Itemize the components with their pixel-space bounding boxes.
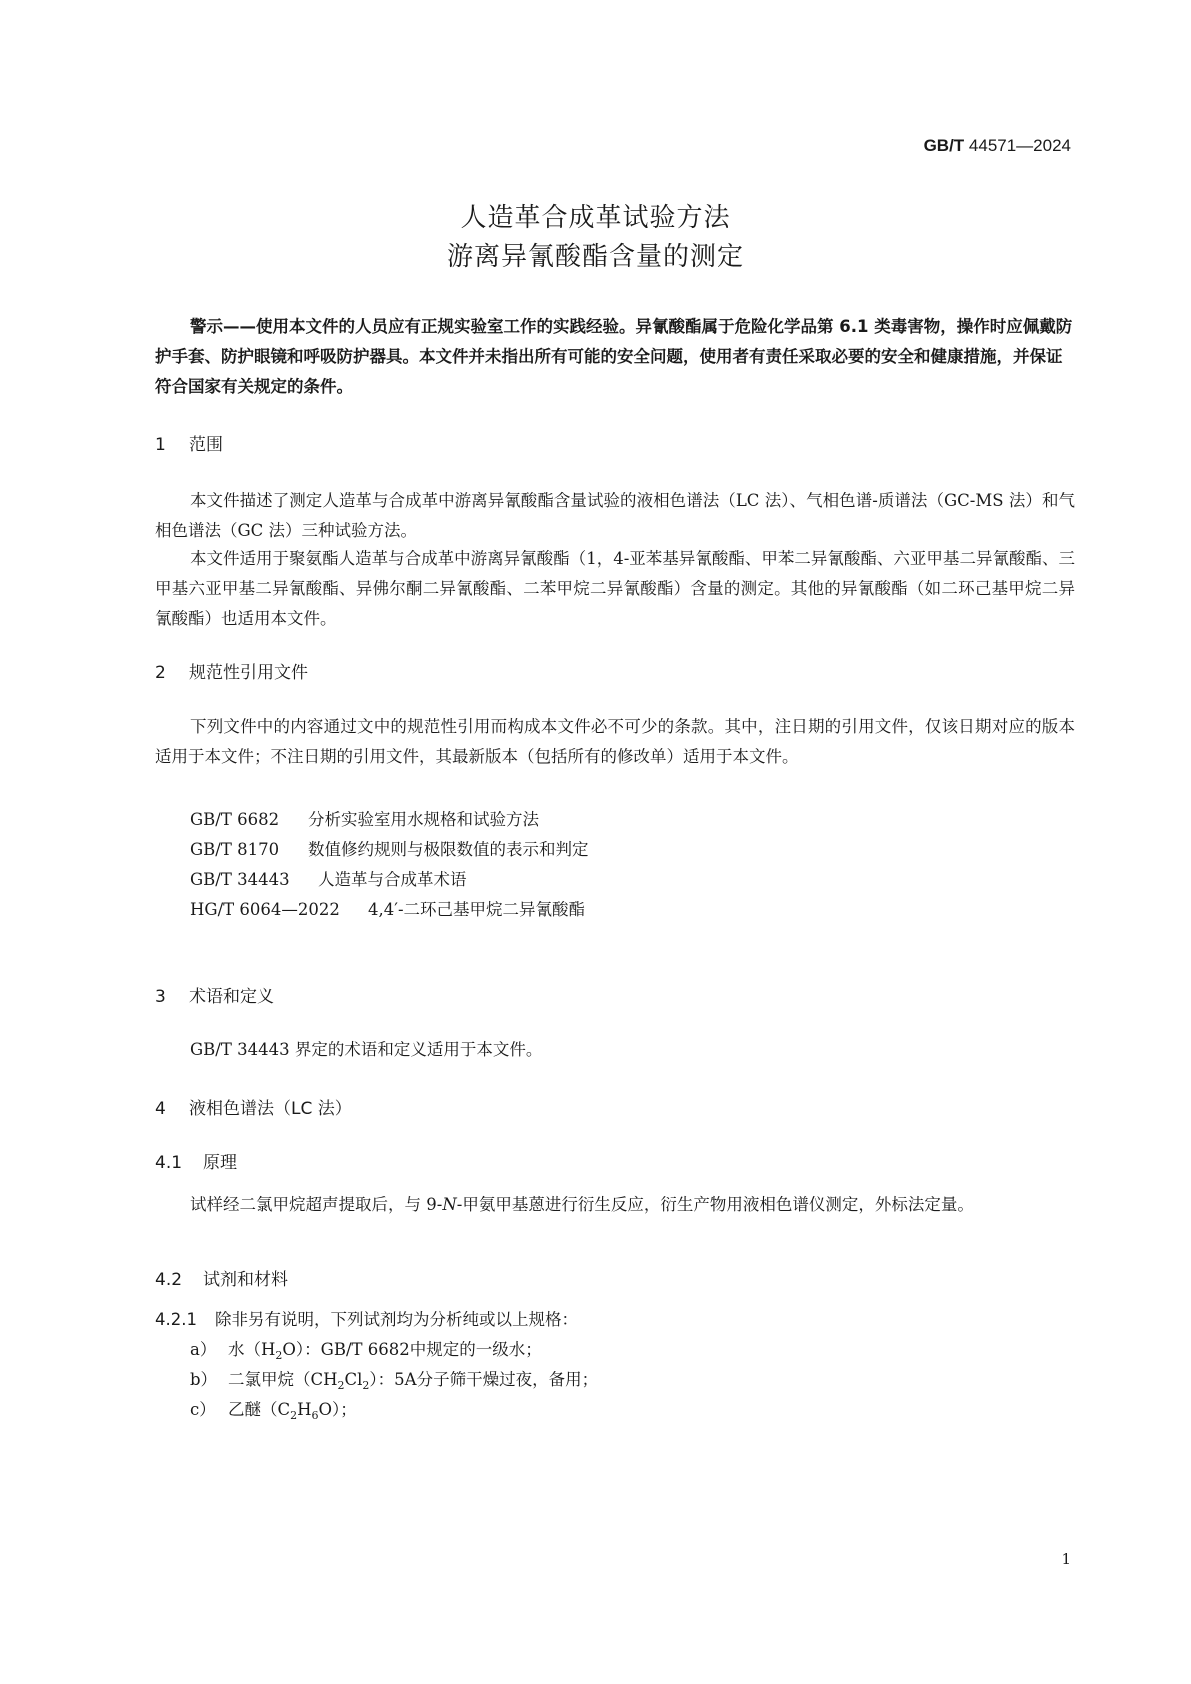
section-4-1-heading <box>155 1148 237 1173</box>
text-run: Cl <box>344 1370 363 1389</box>
text-run: -甲氨甲基蒽进行衍生反应，衍生产物用液相色谱仪测定，外标法定量。 <box>456 1195 974 1214</box>
list-item <box>190 1396 357 1422</box>
text-run: O）； <box>318 1400 357 1419</box>
section-1-paragraph-1: 本文件描述了测定人造革与合成革中游离异氰酸酯含量试验的液相色谱法（LC 法）、气相色谱-质谱法（GC-MS 法）和气相色谱法（GC 法）三种试验方法。 <box>155 491 1075 540</box>
document-title-line1: 人造革合成革试验方法 <box>460 203 731 233</box>
section-3-paragraph-1: GB/T 34443 界定的术语和定义适用于本文件。 <box>190 1040 543 1059</box>
section-4-heading <box>155 1094 352 1119</box>
reference-title: 分析实验室用水规格和试验方法 <box>308 810 539 829</box>
text-run: 水（H <box>228 1340 276 1359</box>
section-4-1-paragraph <box>155 1190 1075 1220</box>
section-number: 4.1 <box>155 1153 183 1173</box>
section-1-paragraph-2: 本文件适用于聚氨酯人造革与合成革中游离异氰酸酯（1，4-亚苯基异氰酸酯、甲苯二异氰酸酯、六亚甲基二异氰酸酯、三甲基六亚甲基二异氰酸酯、异佛尔酮二异氰酸酯、二苯甲烷二异氰酸酯）含量的测定。其他的异氰酸酯（如二环己基甲烷二异氰酸酯）也适用本文件。 <box>155 549 1075 628</box>
normative-reference <box>190 836 589 860</box>
section-title: 液相色谱法（LC 法） <box>189 1099 352 1119</box>
text-run: 试样经二氯甲烷超声提取后，与 9- <box>190 1195 443 1214</box>
clause-4-2-1 <box>155 1306 578 1330</box>
normative-reference <box>190 896 585 920</box>
reference-code: HG/T 6064—2022 <box>190 900 340 919</box>
subscript: 2 <box>362 1379 370 1392</box>
standard-code: 44571—2024 <box>968 136 1071 155</box>
list-item <box>190 1366 598 1392</box>
normative-reference <box>190 866 467 890</box>
page-number: 1 <box>1061 1550 1071 1568</box>
list-item-label: c） <box>190 1400 216 1419</box>
reference-code: GB/T 8170 <box>190 840 280 859</box>
list-item-label: a） <box>190 1340 217 1359</box>
reference-code: GB/T 6682 <box>190 810 280 829</box>
document-title-line2: 游离异氰酸酯含量的测定 <box>446 242 744 272</box>
section-3-heading <box>155 982 274 1007</box>
section-2-paragraph-1: 下列文件中的内容通过文中的规范性引用而构成本文件必不可少的条款。其中，注日期的引用文件，仅该日期对应的版本适用于本文件；不注日期的引用文件，其最新版本（包括所有的修改单）适用于本文件。 <box>155 717 1075 766</box>
clause-text: 除非另有说明，下列试剂均为分析纯或以上规格： <box>215 1310 578 1329</box>
text-run: ）：5A分子筛干燥过夜，备用； <box>369 1370 599 1389</box>
subscript: 2 <box>275 1349 283 1362</box>
text-run: O）：GB/T 6682中规定的一级水； <box>282 1340 542 1359</box>
text-run-italic: N <box>442 1195 457 1214</box>
reference-title: 人造革与合成革术语 <box>318 870 467 889</box>
normative-reference <box>190 806 539 830</box>
standard-number <box>924 136 1071 156</box>
section-1-heading <box>155 430 223 455</box>
section-title: 术语和定义 <box>189 987 274 1007</box>
list-item <box>190 1336 542 1362</box>
section-title: 范围 <box>189 435 223 455</box>
section-number: 4.2 <box>155 1270 183 1290</box>
standard-prefix: GB/T <box>923 136 965 155</box>
section-number: 3 <box>155 987 166 1007</box>
section-title: 试剂和材料 <box>203 1270 288 1290</box>
subscript: 2 <box>337 1379 345 1392</box>
reference-title: 数值修约规则与极限数值的表示和判定 <box>308 840 589 859</box>
reference-code: GB/T 34443 <box>190 870 290 889</box>
section-number: 4 <box>155 1099 166 1119</box>
list-item-label: b） <box>190 1370 218 1389</box>
section-number: 2 <box>155 663 166 683</box>
section-2-heading <box>155 658 308 683</box>
subscript: 2 <box>290 1409 298 1422</box>
text-run: 乙醚（C <box>228 1400 291 1419</box>
reference-title: 4,4′-二环己基甲烷二异氰酸酯 <box>368 900 586 919</box>
text-run: 二氯甲烷（CH <box>228 1370 338 1389</box>
section-title: 原理 <box>203 1153 237 1173</box>
subscript: 6 <box>311 1409 319 1422</box>
warning-paragraph: 警示——使用本文件的人员应有正规实验室工作的实践经验。异氰酸酯属于危险化学品第 6.1 类毒害物，操作时应佩戴防护手套、防护眼镜和呼吸防护器具。本文件并未指出所有可能的安全问题，使用者有责任采取必要的安全和健康措施，并保证符合国家有关规定的条件。 <box>155 317 1073 396</box>
section-number: 1 <box>155 435 166 455</box>
clause-number: 4.2.1 <box>155 1310 197 1329</box>
text-run: H <box>297 1400 312 1419</box>
section-title: 规范性引用文件 <box>189 663 308 683</box>
section-4-2-heading <box>155 1265 288 1290</box>
